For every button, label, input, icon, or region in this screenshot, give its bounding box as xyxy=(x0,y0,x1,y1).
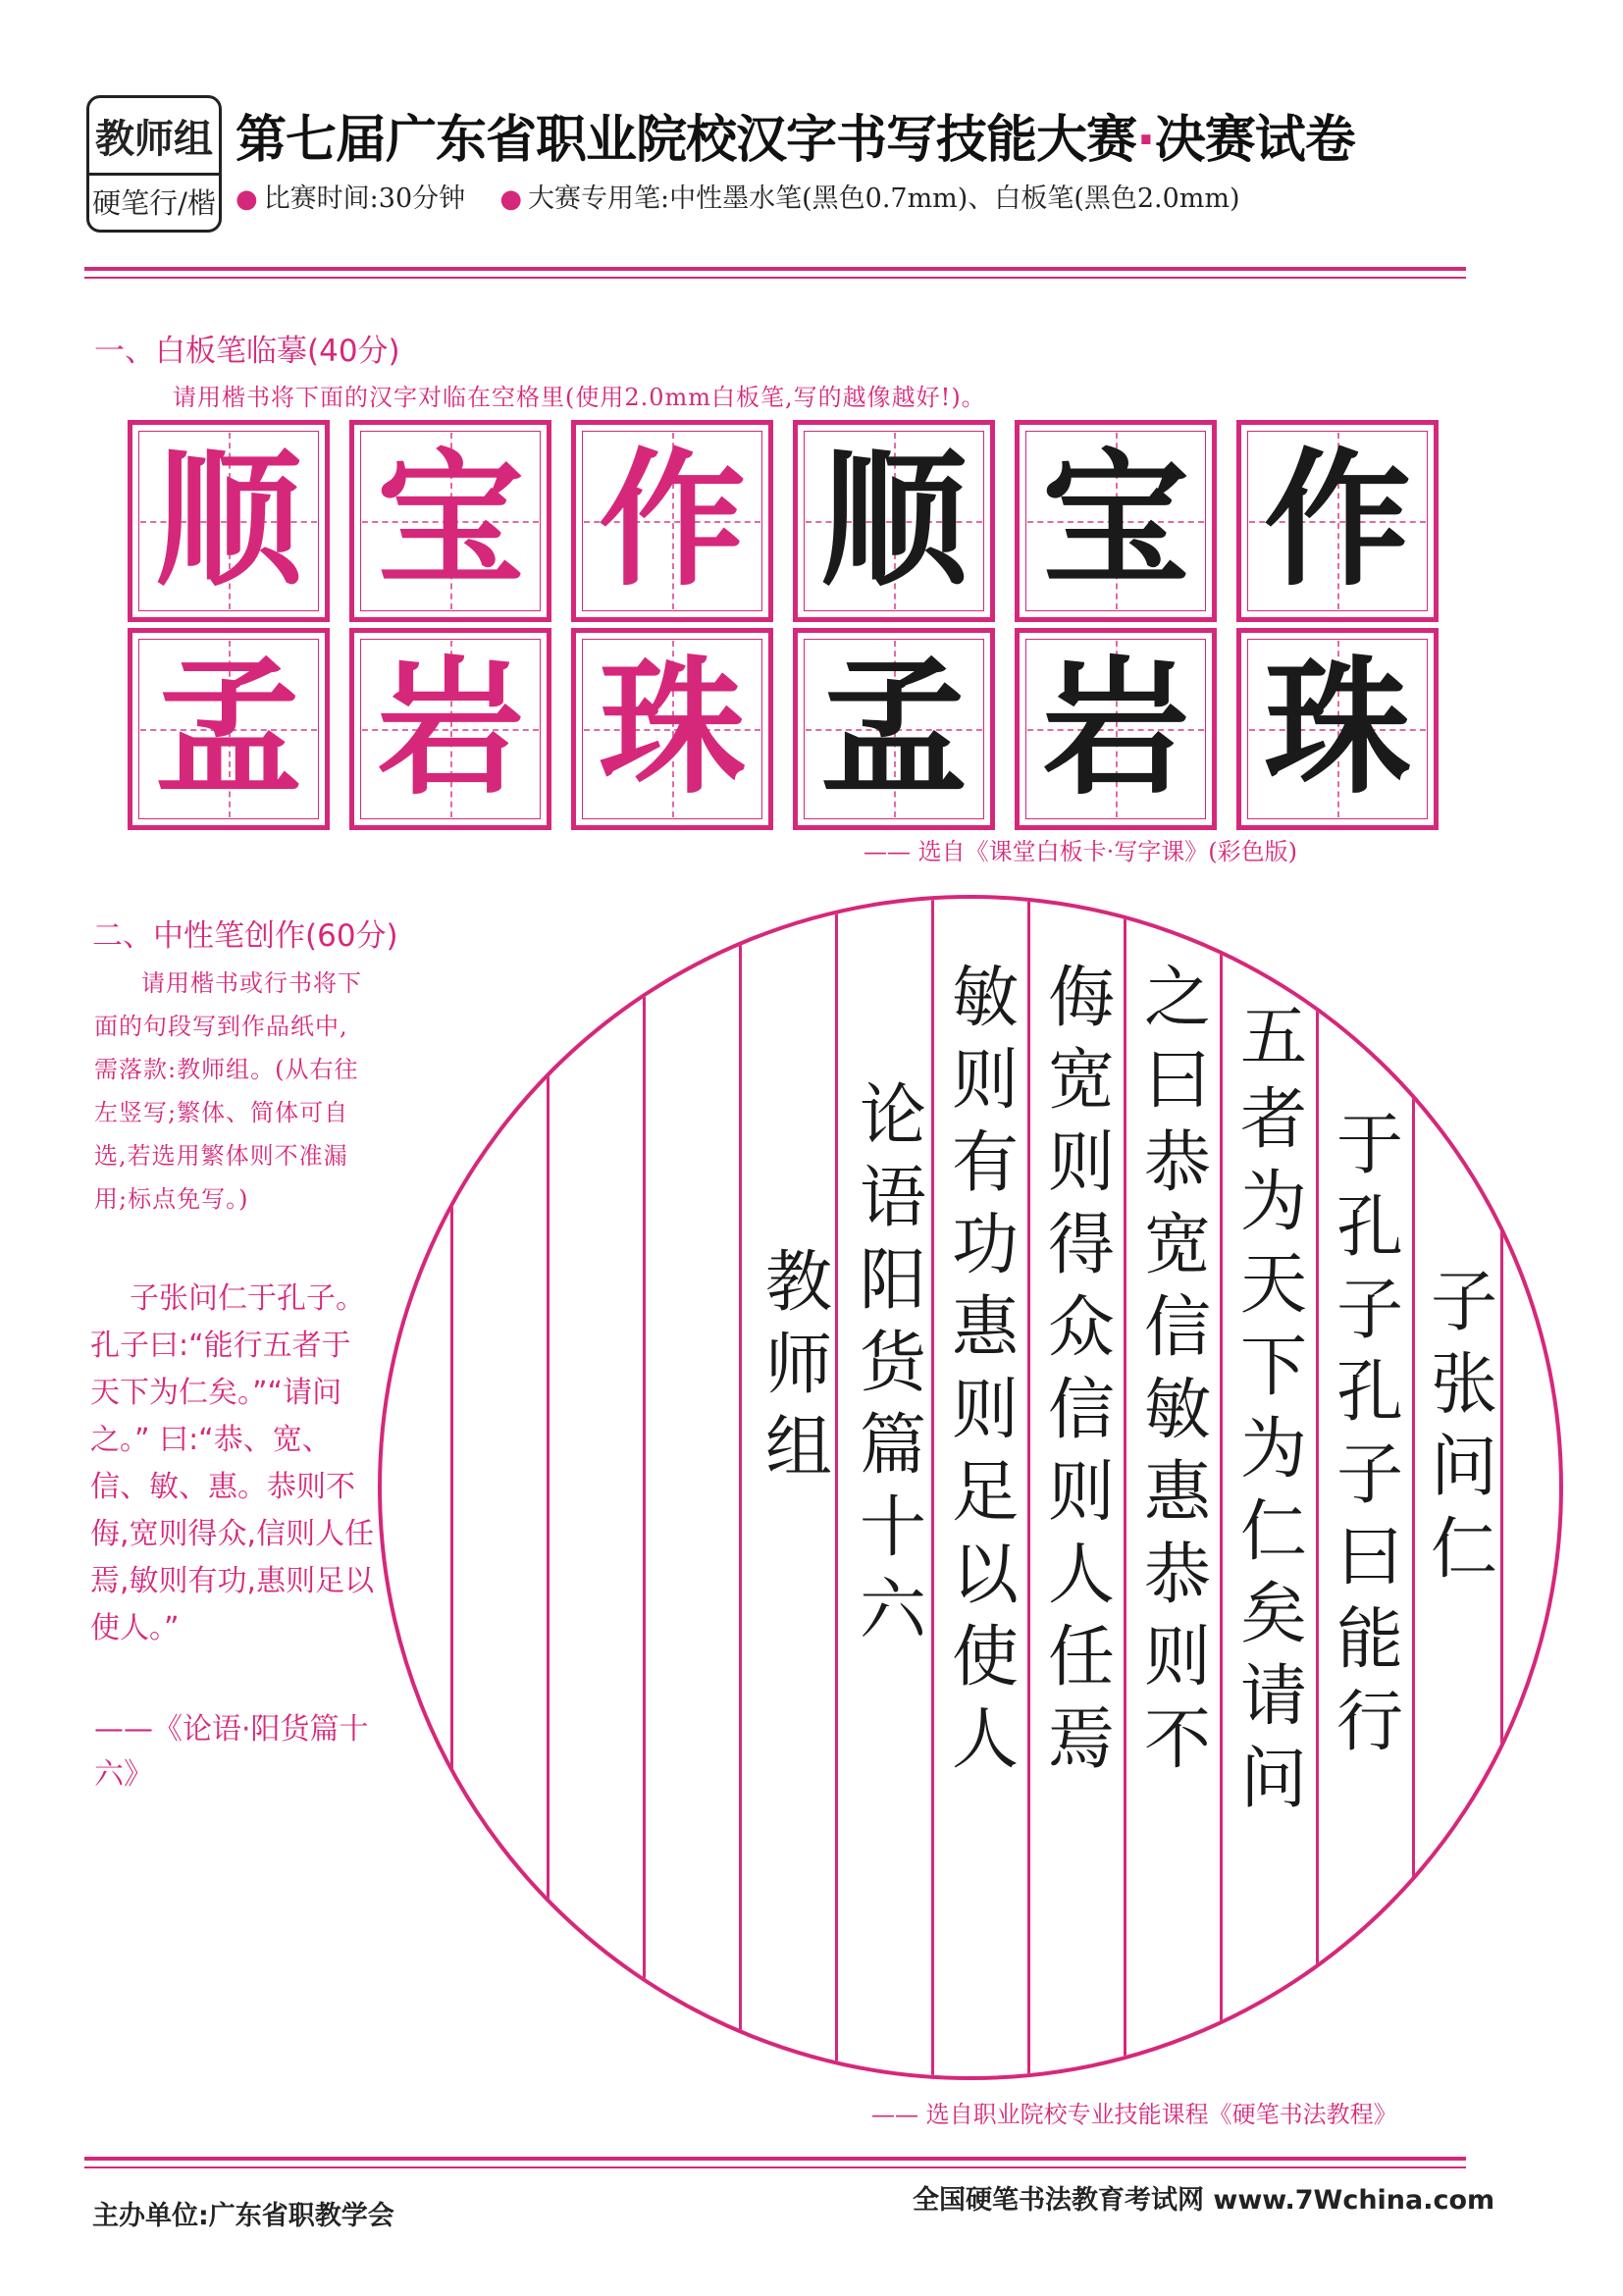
grid-cell xyxy=(571,628,773,830)
column-rule xyxy=(450,899,453,2076)
column-rule xyxy=(547,899,550,2076)
model-character: 宝 xyxy=(376,436,524,606)
bullet-icon: ● xyxy=(499,184,523,214)
model-character: 顺 xyxy=(154,436,302,606)
grid-cell xyxy=(1015,420,1217,622)
traced-character: 宝 xyxy=(1041,436,1189,606)
grid-cell xyxy=(793,628,995,830)
calligraphy-column: 五者为天下为仁矣请问 xyxy=(1239,999,1307,1818)
section1-heading: 一、白板笔临摹(40分) xyxy=(94,334,400,369)
section2-source: —— 选自职业院校专业技能课程《硬笔书法教程》 xyxy=(871,2101,1397,2128)
grid-cell xyxy=(349,628,551,830)
section2-instruction: 请用楷书或行书将下面的句段写到作品纸中,需落款:教师组。(从右往左竖写;繁体、简体可自选,若选用繁体则不准漏用;标点免写。) xyxy=(94,969,362,1213)
header-divider xyxy=(84,267,1466,271)
category-label: 硬笔行/楷 xyxy=(92,185,216,220)
calligraphy-column: 于孔子孔子曰能行 xyxy=(1335,1107,1403,1761)
group-label: 教师组 xyxy=(89,98,219,176)
model-character: 岩 xyxy=(376,644,524,814)
calligraphy-column: 之曰恭宽信敏惠恭则不 xyxy=(1143,960,1211,1779)
footer-divider xyxy=(84,2157,1466,2161)
group-badge xyxy=(86,95,222,233)
grid-cell xyxy=(571,420,773,622)
composition-circle xyxy=(378,895,1563,2080)
grid-cell xyxy=(793,420,995,622)
title-suffix: 决赛试卷 xyxy=(1154,111,1355,170)
model-character: 孟 xyxy=(154,644,302,814)
traced-character: 岩 xyxy=(1041,644,1189,814)
section1-source: —— 选自《课堂白板卡·写字课》(彩色版) xyxy=(864,838,1297,865)
bullet-icon: ● xyxy=(236,184,258,214)
traced-character: 作 xyxy=(1263,436,1411,606)
organizer: 主办单位:广东省职教学会 xyxy=(92,2201,394,2231)
traced-character: 孟 xyxy=(819,644,968,814)
website: 全国硬笔书法教育考试网 www.7Wchina.com xyxy=(913,2185,1495,2216)
title-main: 第七届广东省职业院校汉字书写技能大赛 xyxy=(236,111,1137,170)
grid-cell xyxy=(128,420,330,622)
model-character: 作 xyxy=(598,436,746,606)
grid-cell xyxy=(1015,628,1217,830)
traced-character: 珠 xyxy=(1263,644,1411,814)
page-title xyxy=(236,98,1355,172)
section2-heading: 二、中性笔创作(60分) xyxy=(92,918,398,954)
exam-info xyxy=(236,177,1240,215)
grid-cell xyxy=(1236,420,1439,622)
calligraphy-column: 教师组 xyxy=(764,1244,832,1487)
time-info: 比赛时间:30分钟 xyxy=(263,183,466,214)
column-rule xyxy=(643,899,646,2076)
traced-character: 顺 xyxy=(819,436,968,606)
model-character: 珠 xyxy=(598,644,746,814)
pen-info: 大赛专用笔:中性墨水笔(黑色0.7mm)、白板笔(黑色2.0mm) xyxy=(528,183,1240,214)
grid-cell xyxy=(349,420,551,622)
calligraphy-column: 侮宽则得众信则人任焉 xyxy=(1047,960,1115,1779)
column-rule xyxy=(739,899,742,2076)
section1-instruction: 请用楷书将下面的汉字对临在空格里(使用2.0mm白板笔,写的越像越好!)。 xyxy=(173,384,986,411)
grid-cell xyxy=(1236,628,1439,830)
title-dot: · xyxy=(1136,111,1155,170)
passage-text: 子张问仁于孔子。孔子曰:“能行五者于天下为仁矣。”“请问之。” 曰:“恭、宽、信、敏、惠。恭则不侮,宽则得众,信则人任焉,敏则有功,惠则足以使人。” xyxy=(90,1281,375,1645)
calligraphy-column: 子张问仁 xyxy=(1430,1264,1497,1589)
calligraphy-column: 敏则有功惠则足以使人 xyxy=(951,960,1019,1779)
passage-source: ——《论语·阳货篇十六》 xyxy=(94,1712,369,1792)
calligraphy-column: 论语阳货篇十六 xyxy=(859,1077,926,1649)
header-divider-thin xyxy=(84,277,1466,279)
footer-divider-thin xyxy=(84,2166,1466,2168)
grid-cell xyxy=(128,628,330,830)
